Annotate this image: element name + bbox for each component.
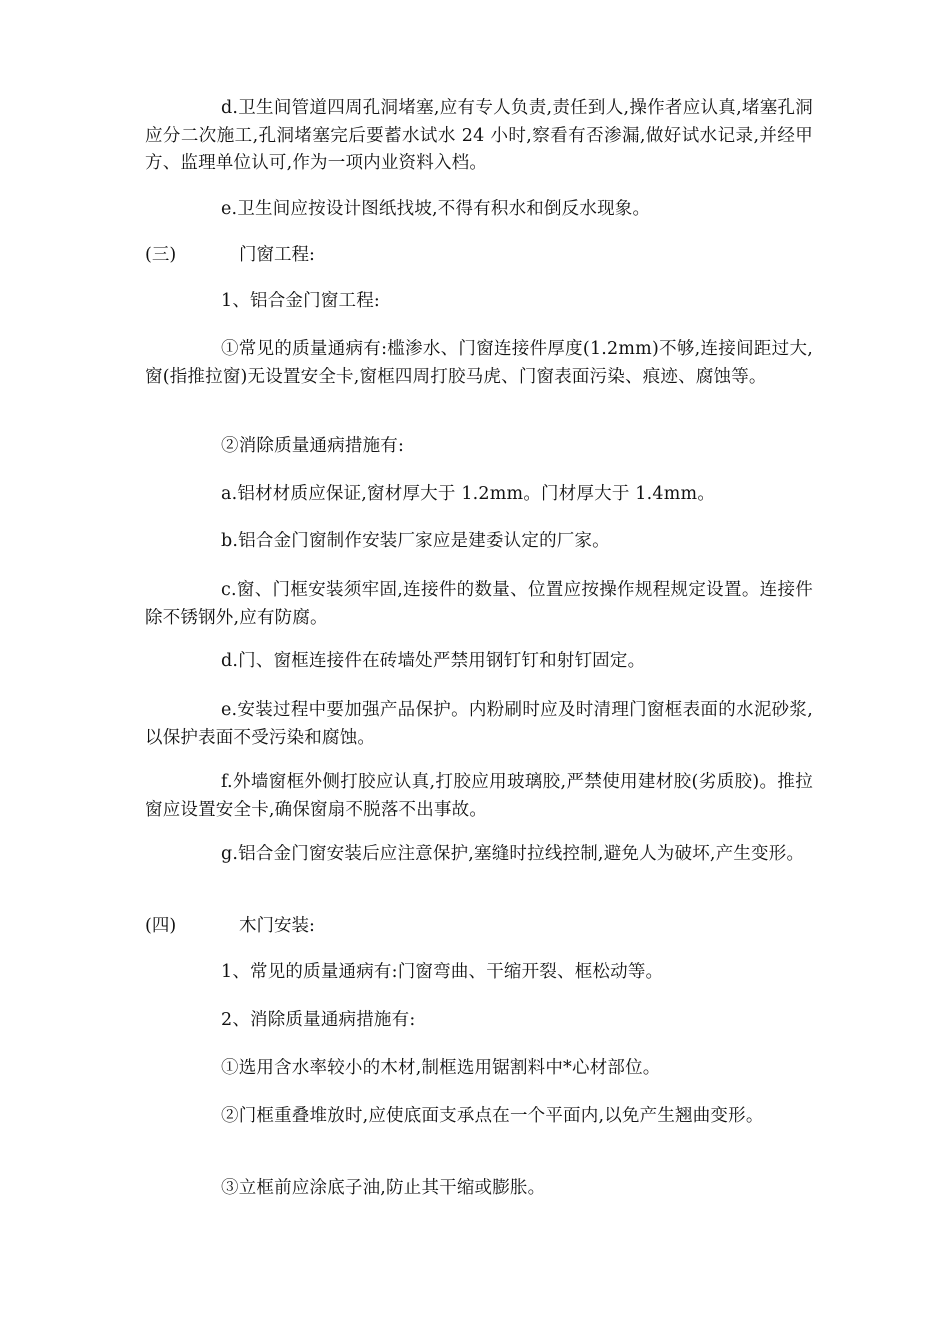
paragraph-wood-door-defects: 1、常见的质量通病有:门窗弯曲、干缩开裂、框松动等。 [221, 962, 664, 982]
paragraph-b-manufacturer: b.铝合金门窗制作安装厂家应是建委认定的厂家。 [221, 531, 610, 551]
paragraph-measure-2-stacking: ②门框重叠堆放时,应使底面支承点在一个平面内,以免产生翘曲变形。 [221, 1106, 764, 1126]
paragraph-a-material-thickness: a.铝材材质应保证,窗材厚大于 1.2mm。门材厚大于 1.4mm。 [221, 484, 716, 504]
paragraph-e-bathroom-slope: e.卫生间应按设计图纸找坡,不得有积水和倒反水现象。 [221, 199, 651, 219]
section-number: (三) [145, 245, 177, 265]
paragraph-measures-title: ②消除质量通病措施有: [221, 436, 405, 456]
paragraph-d-connector-fixing: d.门、窗框连接件在砖墙处严禁用钢钉钉和射钉固定。 [221, 651, 646, 671]
section-title: 门窗工程: [239, 245, 315, 265]
paragraph-wood-door-measures: 2、消除质量通病措施有: [221, 1010, 416, 1030]
paragraph-d-bathroom-pipe-holes: d.卫生间管道四周孔洞堵塞,应有专人负责,责任到人,操作者应认真,堵塞孔洞应分二次施工,孔洞堵塞完后要蓄水试水 24 小时,察看有否渗漏,做好试水记录,并经甲方、监理单位认可,作为一项内业资料入档。 [145, 98, 813, 173]
paragraph-g-after-install: g.铝合金门窗安装后应注意保护,塞缝时拉线控制,避免人为破坏,产生变形。 [221, 844, 805, 864]
section-title: 木门安装: [239, 916, 315, 936]
paragraph-c-installation-secure: c.窗、门框安装须牢固,连接件的数量、位置应按操作规程规定设置。连接件除不锈钢外,应有防腐。 [145, 580, 813, 628]
paragraph-f-exterior-sealant: f.外墙窗框外侧打胶应认真,打胶应用玻璃胶,严禁使用建材胶(劣质胶)。推拉窗应设置安全卡,确保窗扇不脱落不出事故。 [145, 772, 813, 820]
section-number: (四) [145, 916, 177, 936]
paragraph-common-defects-windows: ①常见的质量通病有:槛渗水、门窗连接件厚度(1.2mm)不够,连接间距过大,窗(指推拉窗)无设置安全卡,窗框四周打胶马虎、门窗表面污染、痕迹、腐蚀等。 [145, 339, 813, 387]
section-heading-3 [145, 242, 315, 270]
paragraph-measure-1-wood-selection: ①选用含水率较小的木材,制框选用锯割料中*心材部位。 [221, 1058, 661, 1078]
section-heading-4 [145, 913, 315, 941]
paragraph-e-product-protection: e.安装过程中要加强产品保护。内粉刷时应及时清理门窗框表面的水泥砂浆,以保护表面不受污染和腐蚀。 [145, 700, 813, 748]
paragraph-aluminum-windows: 1、铝合金门窗工程: [221, 291, 381, 311]
paragraph-measure-3-primer: ③立框前应涂底子油,防止其干缩或膨胀。 [221, 1178, 546, 1198]
